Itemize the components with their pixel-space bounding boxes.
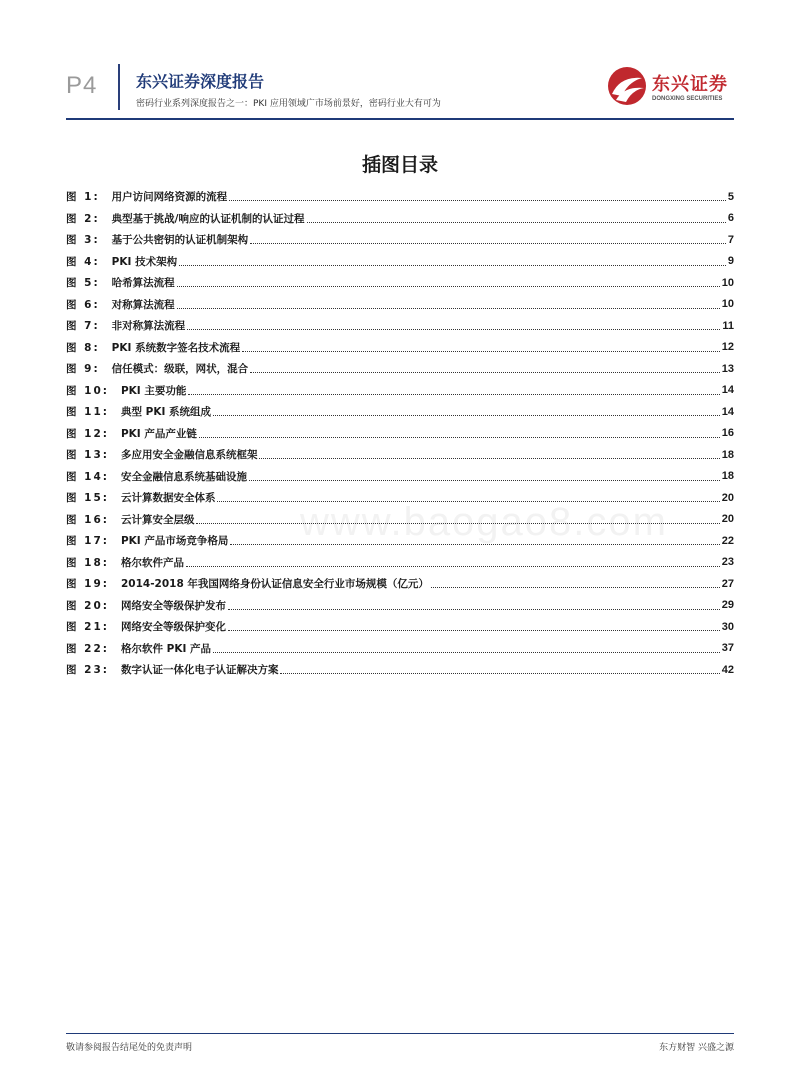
toc-entry-page: 29 bbox=[721, 599, 734, 612]
toc-entry-text: PKI 产品市场竞争格局 bbox=[120, 535, 229, 548]
toc-entry-page: 23 bbox=[721, 556, 734, 569]
toc-entry-page: 10 bbox=[721, 276, 734, 289]
toc-leader-dots bbox=[280, 673, 719, 674]
toc-entry-text: 安全金融信息系统基础设施 bbox=[120, 470, 247, 483]
toc-entry-page: 37 bbox=[721, 642, 734, 655]
toc-leader-dots bbox=[186, 566, 720, 567]
toc-entry-page: 20 bbox=[721, 513, 734, 526]
toc-entry-label: 图 19: bbox=[66, 578, 109, 591]
toc-leader-dots bbox=[179, 265, 726, 266]
toc-entry-label: 图 10: bbox=[66, 384, 109, 397]
toc-leader-dots bbox=[228, 609, 720, 610]
toc-entry[interactable] bbox=[66, 659, 734, 681]
toc-entry-page: 27 bbox=[721, 577, 734, 590]
toc-entry-text: 网络安全等级保护发布 bbox=[120, 599, 226, 612]
logo-name-en: DONGXING SECURITIES bbox=[652, 96, 723, 102]
toc-entry-label: 图 2: bbox=[66, 212, 100, 225]
toc-leader-dots bbox=[249, 480, 720, 481]
toc-entry-label: 图 8: bbox=[66, 341, 100, 354]
toc-entry-text: 多应用安全金融信息系统框架 bbox=[120, 449, 258, 462]
toc-entry[interactable] bbox=[66, 337, 734, 359]
toc-entry-page: 14 bbox=[721, 405, 734, 418]
toc-entry[interactable] bbox=[66, 466, 734, 488]
toc-leader-dots bbox=[250, 372, 720, 373]
toc-leader-dots bbox=[177, 308, 720, 309]
toc-entry-label: 图 23: bbox=[66, 664, 109, 677]
toc-entry-page: 10 bbox=[721, 298, 734, 311]
toc-entry-text: 格尔软件产品 bbox=[120, 556, 184, 569]
toc-entry[interactable] bbox=[66, 186, 734, 208]
toc-leader-dots bbox=[188, 394, 719, 395]
toc-leader-dots bbox=[250, 243, 726, 244]
toc-entry-label: 图 17: bbox=[66, 535, 109, 548]
toc-entry-text: 云计算数据安全体系 bbox=[120, 492, 216, 505]
toc-entry-label: 图 13: bbox=[66, 449, 109, 462]
toc-entry[interactable] bbox=[66, 401, 734, 423]
toc-entry-page: 6 bbox=[727, 212, 734, 225]
report-subtitle: 密码行业系列深度报告之一：PKI 应用领域广市场前景好，密码行业大有可为 bbox=[136, 99, 441, 109]
toc-entry-page: 7 bbox=[727, 233, 734, 246]
toc-leader-dots bbox=[199, 437, 720, 438]
logo-name-cn: 东兴证券 bbox=[652, 74, 728, 95]
toc-entry-text: 哈希算法流程 bbox=[111, 277, 175, 290]
toc-entry-label: 图 9: bbox=[66, 363, 100, 376]
toc-entry-label: 图 4: bbox=[66, 255, 100, 268]
toc-entry[interactable] bbox=[66, 638, 734, 660]
toc-entry-text: 基于公共密钥的认证机制架构 bbox=[111, 234, 249, 247]
toc-leader-dots bbox=[259, 458, 719, 459]
toc-entry-label: 图 5: bbox=[66, 277, 100, 290]
toc-entry-page: 18 bbox=[721, 448, 734, 461]
page-number: P4 bbox=[66, 72, 98, 99]
toc-entry-label: 图 7: bbox=[66, 320, 100, 333]
toc-entry-page: 42 bbox=[721, 663, 734, 676]
toc-entry-label: 图 21: bbox=[66, 621, 109, 634]
toc-entry-label: 图 20: bbox=[66, 599, 109, 612]
toc-entry-text: 云计算安全层级 bbox=[120, 513, 195, 526]
toc-entry[interactable] bbox=[66, 573, 734, 595]
toc-entry-text: 典型基于挑战/响应的认证机制的认证过程 bbox=[111, 212, 305, 225]
toc-entry-page: 5 bbox=[727, 190, 734, 203]
toc-entry[interactable] bbox=[66, 315, 734, 337]
header-rule bbox=[66, 118, 734, 120]
toc-entry-page: 9 bbox=[727, 255, 734, 268]
toc-entry-page: 30 bbox=[721, 620, 734, 633]
toc-title: 插图目录 bbox=[361, 154, 438, 176]
toc-entry-text: 网络安全等级保护变化 bbox=[120, 621, 226, 634]
toc-entry-page: 12 bbox=[721, 341, 734, 354]
toc-entry-page: 16 bbox=[721, 427, 734, 440]
toc-entry-label: 图 1: bbox=[66, 191, 100, 204]
toc-entry-text: 2014-2018 年我国网络身份认证信息安全行业市场规模（亿元） bbox=[120, 578, 429, 591]
toc-leader-dots bbox=[213, 652, 720, 653]
toc-entry-text: 信任模式：级联，网状，混合 bbox=[111, 363, 249, 376]
toc-entry-page: 13 bbox=[721, 362, 734, 375]
toc-leader-dots bbox=[177, 286, 720, 287]
toc-entry[interactable] bbox=[66, 251, 734, 273]
toc-entry-label: 图 22: bbox=[66, 642, 109, 655]
toc-entry[interactable] bbox=[66, 208, 734, 230]
report-title: 东兴证券深度报告 bbox=[136, 72, 265, 91]
toc-entry-label: 图 18: bbox=[66, 556, 109, 569]
toc-leader-dots bbox=[213, 415, 720, 416]
company-logo bbox=[606, 64, 736, 112]
toc-entry-label: 图 15: bbox=[66, 492, 109, 505]
toc-leader-dots bbox=[307, 222, 726, 223]
toc-entry-page: 14 bbox=[721, 384, 734, 397]
toc-entry[interactable] bbox=[66, 552, 734, 574]
toc-entry[interactable] bbox=[66, 444, 734, 466]
toc-entry-text: 非对称算法流程 bbox=[111, 320, 186, 333]
toc-leader-dots bbox=[228, 630, 720, 631]
toc-entry-text: 对称算法流程 bbox=[111, 298, 175, 311]
logo-emblem-icon bbox=[606, 64, 648, 108]
toc-entry[interactable] bbox=[66, 229, 734, 251]
toc-entry-label: 图 12: bbox=[66, 427, 109, 440]
toc-entry-text: 典型 PKI 系统组成 bbox=[120, 406, 212, 419]
toc-entry-page: 20 bbox=[721, 491, 734, 504]
toc-entry[interactable] bbox=[66, 423, 734, 445]
toc-entry-label: 图 6: bbox=[66, 298, 100, 311]
toc-entry[interactable] bbox=[66, 595, 734, 617]
figure-toc-list bbox=[66, 186, 734, 681]
toc-entry-text: PKI 技术架构 bbox=[111, 255, 178, 268]
footer-disclaimer: 敬请参阅报告结尾处的免责声明 bbox=[66, 1043, 193, 1053]
toc-entry-page: 22 bbox=[721, 534, 734, 547]
toc-entry-label: 图 3: bbox=[66, 234, 100, 247]
toc-entry[interactable] bbox=[66, 294, 734, 316]
toc-entry-label: 图 14: bbox=[66, 470, 109, 483]
toc-entry-text: PKI 产品产业链 bbox=[120, 427, 197, 440]
toc-entry-page: 18 bbox=[721, 470, 734, 483]
toc-leader-dots bbox=[229, 200, 726, 201]
toc-leader-dots bbox=[431, 587, 720, 588]
watermark: www.baogao8.com bbox=[300, 500, 668, 544]
toc-entry[interactable] bbox=[66, 272, 734, 294]
toc-entry[interactable] bbox=[66, 616, 734, 638]
header-divider bbox=[118, 64, 120, 110]
toc-entry[interactable] bbox=[66, 380, 734, 402]
toc-entry-text: 格尔软件 PKI 产品 bbox=[120, 642, 212, 655]
toc-entry-label: 图 16: bbox=[66, 513, 109, 526]
toc-entry-label: 图 11: bbox=[66, 406, 109, 419]
footer-rule bbox=[66, 1033, 734, 1034]
toc-entry[interactable] bbox=[66, 358, 734, 380]
toc-leader-dots bbox=[187, 329, 720, 330]
toc-entry-text: 用户访问网络资源的流程 bbox=[111, 191, 228, 204]
toc-entry-text: PKI 系统数字签名技术流程 bbox=[111, 341, 241, 354]
footer-slogan: 东方财智 兴盛之源 bbox=[659, 1043, 734, 1053]
toc-entry-page: 11 bbox=[722, 319, 734, 332]
toc-entry-text: 数字认证一体化电子认证解决方案 bbox=[120, 664, 279, 677]
toc-leader-dots bbox=[242, 351, 720, 352]
toc-entry-text: PKI 主要功能 bbox=[120, 384, 187, 397]
